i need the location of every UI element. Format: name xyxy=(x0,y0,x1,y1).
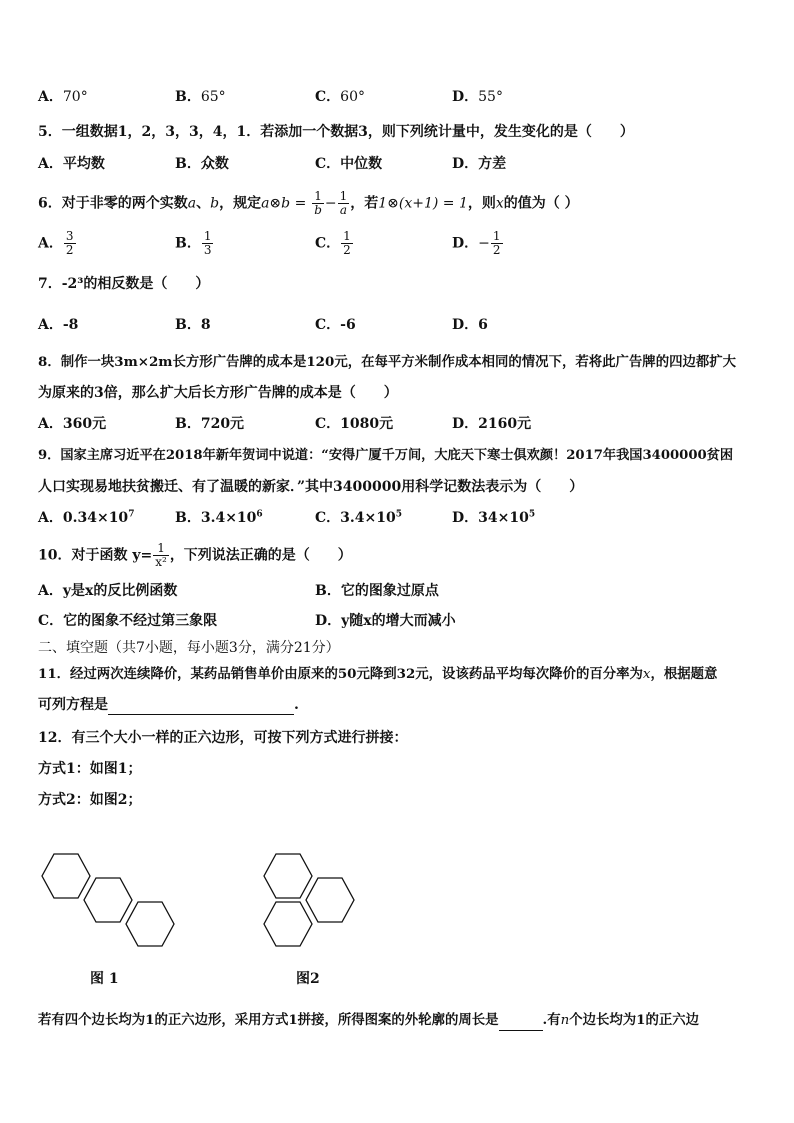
q8-stem-line1: 8．制作一块3m×2m长方形广告牌的成本是120元，在每平方米制作成本相同的情况下，若将此广告牌的四边都扩大 xyxy=(38,354,737,370)
q6-option-d[interactable]: D．− $\frac{1}{2}$ xyxy=(452,229,501,257)
q8-option-b[interactable]: B．720元 xyxy=(175,416,245,432)
q8-option-d[interactable]: D．2160元 xyxy=(452,416,532,432)
q4-option-c[interactable]: C．60° xyxy=(315,89,365,105)
q8-stem-line2: 为原来的3倍，那么扩大后长方形广告牌的成本是（ ） xyxy=(38,385,398,401)
q9-stem-line2: 人口实现易地扶贫搬迁、有了温暖的新家．”其中3400000用科学记数法表示为（ ） xyxy=(38,479,584,495)
q11-stem-line1: 11．经过两次连续降价，某药品销售单价由原来的50元降到32元，设该药品平均每次降价的百分率为x，根据题意 xyxy=(38,666,718,682)
fig2-hexagon-2 xyxy=(306,878,354,922)
q5-option-b[interactable]: B．众数 xyxy=(175,156,229,172)
q5-stem: 5．一组数据1，2，3，3，4，1．若添加一个数据3，则下列统计量中，发生变化的是（ ） xyxy=(38,124,634,140)
q7-stem: 7．-2³的相反数是（ ） xyxy=(38,276,210,292)
q10-stem: 10．对于函数 y= $\frac{1}{\text{x²}}$ ，下列说法正确的是（ ） xyxy=(38,541,352,569)
fig1-hexagon-2 xyxy=(84,878,132,922)
fig1-hexagon-3 xyxy=(126,902,174,946)
q5-option-c[interactable]: C．中位数 xyxy=(315,156,383,172)
q7-option-b[interactable]: B．8 xyxy=(175,317,211,333)
figure-1-hexagon-chain xyxy=(36,848,188,960)
figure-2-hexagon-cluster xyxy=(258,848,370,958)
section-fill-in-header: 二、填空题（共7小题，每小题3分，满分21分） xyxy=(38,640,340,656)
q10-option-a[interactable]: A．y是x的反比例函数 xyxy=(38,583,178,599)
q10-fraction: $\frac{1}{\text{x²}}$ xyxy=(155,541,167,569)
q7-option-c[interactable]: C．-6 xyxy=(315,317,356,333)
q4-option-a[interactable]: A．70° xyxy=(38,89,88,105)
q9-option-d[interactable]: D．$34\times 10^5$ xyxy=(452,509,536,526)
q7-option-a[interactable]: A．-8 xyxy=(38,317,79,333)
figure-2-caption: 图2 xyxy=(296,971,320,987)
figure-1-caption: 图 1 xyxy=(90,971,119,987)
q4-option-b[interactable]: B．65° xyxy=(175,89,226,105)
q12-question-line: 若有四个边长均为1的正六边形，采用方式1拼接，所得图案的外轮廓的周长是 .有n个边长均为1的正六边 xyxy=(38,1010,699,1031)
q9-stem-line1: 9．国家主席习近平在2018年新年贺词中说道：“安得广厦千万间，大庇天下寒士俱欢颜！2017年我国3400000贫困 xyxy=(38,448,734,463)
q4-option-d[interactable]: D．55° xyxy=(452,89,503,105)
q12-way1: 方式1：如图1； xyxy=(38,761,142,777)
q11-stem-line2: 可列方程是 . xyxy=(38,697,299,713)
q6-frac-1-over-b: $\frac{1}{b}$ xyxy=(314,189,322,217)
fig2-hexagon-1 xyxy=(264,854,312,898)
q9-option-a[interactable]: A．$0.34\times 10^7$ xyxy=(38,509,135,526)
q6-option-b[interactable]: B． $\frac{1}{3}$ xyxy=(175,229,212,257)
q6-definition-lhs: a⊗b = xyxy=(261,195,307,212)
q6-stem: 6．对于非零的两个实数a、b，规定a⊗b = $\frac{1}{b}$ − $\frac{1}{a}$ ，若1⊗(x+1) = 1，则x的值为（ ） xyxy=(38,189,579,217)
q9-option-c[interactable]: C．$3.4\times 10^5$ xyxy=(315,509,402,526)
fig1-hexagon-1 xyxy=(42,854,90,898)
fig2-hexagon-3 xyxy=(264,902,312,946)
q10-option-d[interactable]: D．y随x的增大而减小 xyxy=(315,613,456,629)
q5-option-d[interactable]: D．方差 xyxy=(452,156,507,172)
q6-option-c[interactable]: C． $\frac{1}{2}$ xyxy=(315,229,351,257)
q11-answer-blank[interactable] xyxy=(108,700,294,715)
q8-option-c[interactable]: C．1080元 xyxy=(315,416,394,432)
q12-stem: 12．有三个大小一样的正六边形，可按下列方式进行拼接： xyxy=(38,730,408,746)
q7-option-d[interactable]: D．6 xyxy=(452,317,488,333)
q12-answer-blank[interactable] xyxy=(499,1016,543,1031)
q10-option-c[interactable]: C．它的图象不经过第三象限 xyxy=(38,613,218,629)
q6-condition: 1⊗(x+1) = 1 xyxy=(378,195,468,212)
q5-option-a[interactable]: A．平均数 xyxy=(38,156,105,172)
q12-way2: 方式2：如图2； xyxy=(38,792,142,808)
q8-option-a[interactable]: A．360元 xyxy=(38,416,107,432)
q6-frac-1-over-a: $\frac{1}{a}$ xyxy=(339,189,348,217)
q6-option-a[interactable]: A． $\frac{3}{2}$ xyxy=(38,229,74,257)
q10-option-b[interactable]: B．它的图象过原点 xyxy=(315,583,439,599)
q9-option-b[interactable]: B．$3.4\times 10^6$ xyxy=(175,509,263,526)
